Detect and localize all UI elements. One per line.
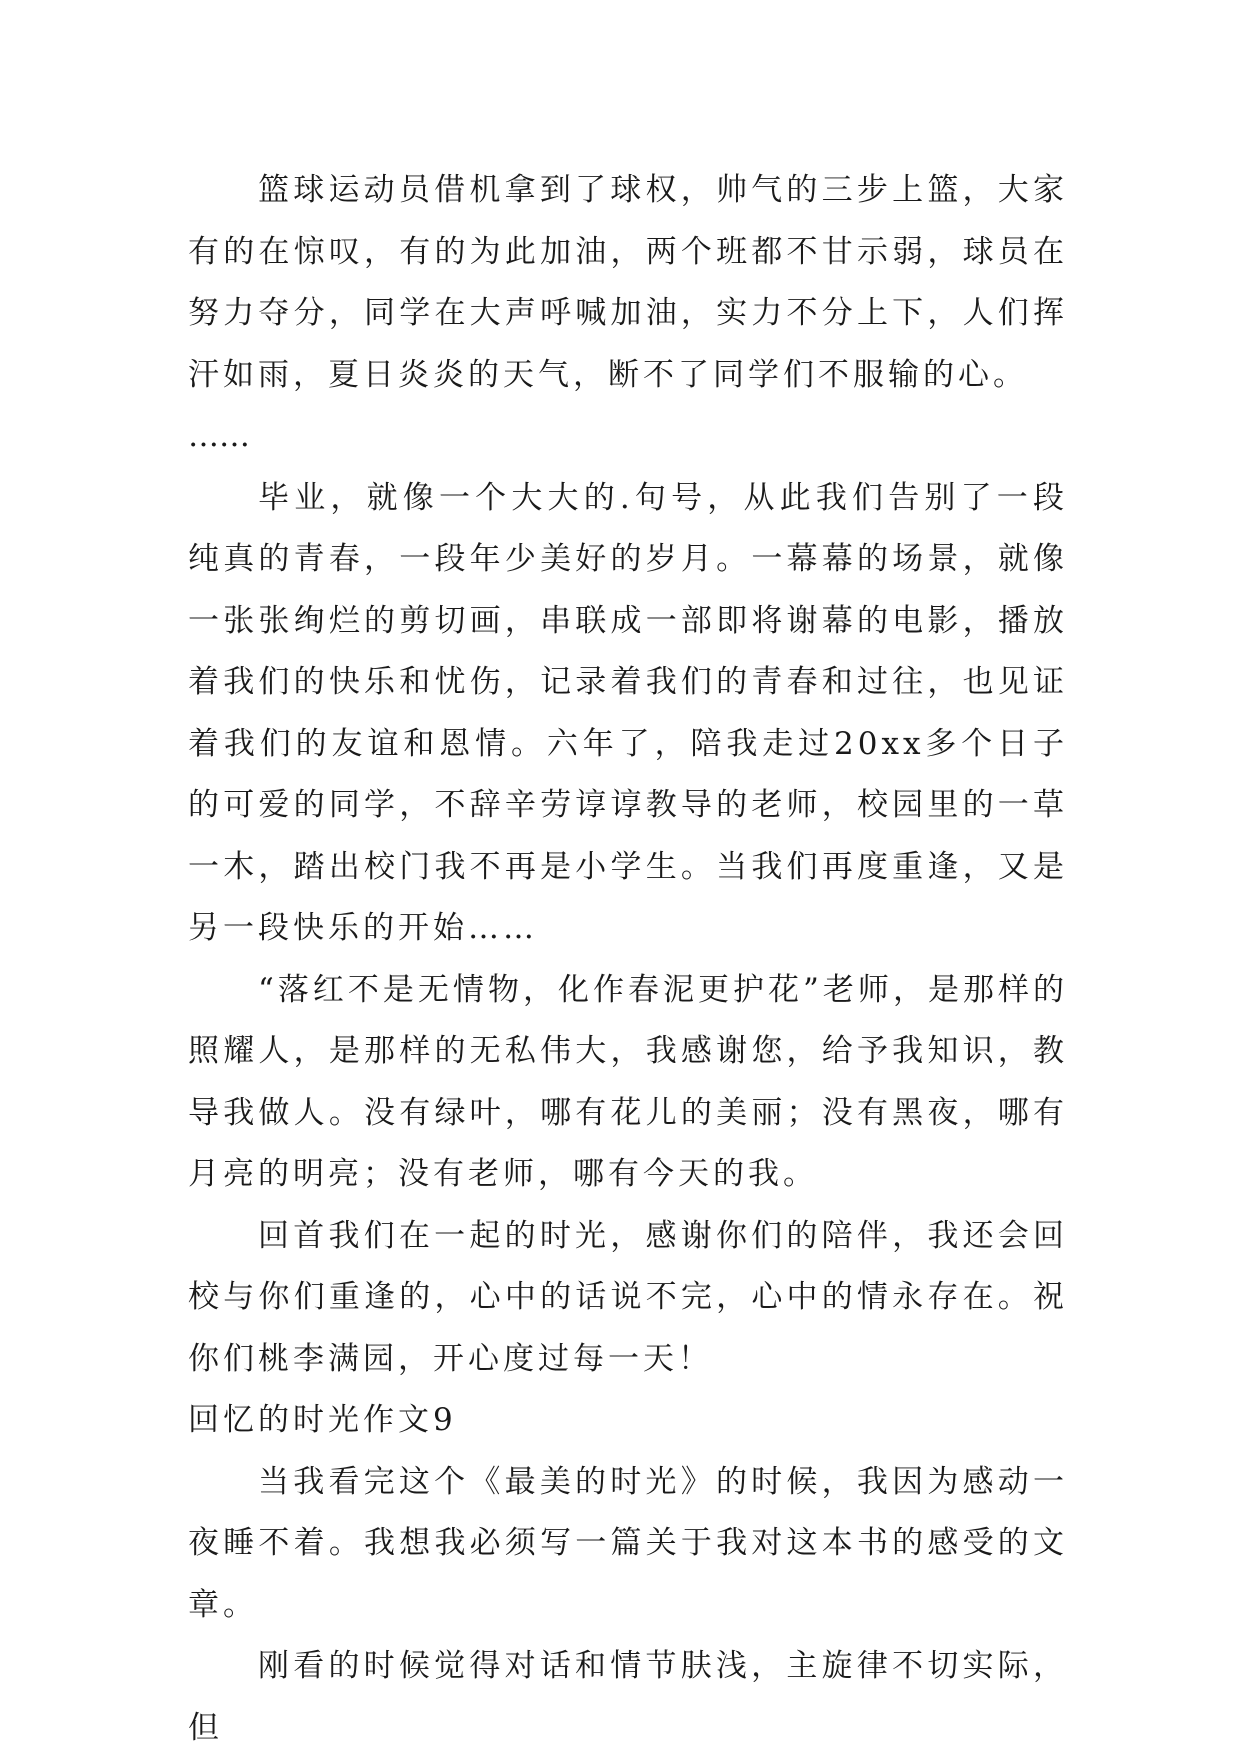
paragraph-ellipsis: ……	[188, 418, 250, 454]
paragraph-book-intro: 当我看完这个《最美的时光》的时候，我因为感动一夜睡不着。我想我必须写一篇关于我对这本书的感受的文章。	[188, 1463, 1068, 1623]
essay-heading: 回忆的时光作文9	[188, 1402, 457, 1438]
paragraph-graduation: 毕业，就像一个大大的.句号，从此我们告别了一段纯真的青春，一段年少美好的岁月。一幕幕的场景，就像一张张绚烂的剪切画，串联成一部即将谢幕的电影，播放着我们的快乐和忧伤，记录着我们的青春和过往，也见证着我们的友谊和恩情。六年了，陪我走过20xx多个日子的可爱的同学，不辞辛劳谆谆教导的老师，校园里的一草一木，踏出校门我不再是小学生。当我们再度重逢，又是另一段快乐的开始……	[188, 479, 1068, 946]
paragraph-teacher: “落红不是无情物，化作春泥更护花”老师，是那样的照耀人，是那样的无私伟大，我感谢您，给予我知识，教导我做人。没有绿叶，哪有花儿的美丽；没有黑夜，哪有月亮的明亮；没有老师，哪有今天的我。	[188, 971, 1068, 1192]
document-body	[188, 160, 1068, 1759]
paragraph-basketball: 篮球运动员借机拿到了球权，帅气的三步上篮，大家有的在惊叹，有的为此加油，两个班都不甘示弱，球员在努力夺分，同学在大声呼喊加油，实力不分上下，人们挥汗如雨，夏日炎炎的天气，断不了同学们不服输的心。	[188, 172, 1068, 393]
paragraph-farewell: 回首我们在一起的时光，感谢你们的陪伴，我还会回校与你们重逢的，心中的话说不完，心中的情永存在。祝你们桃李满园，开心度过每一天！	[188, 1217, 1068, 1377]
paragraph-book-impression: 刚看的时候觉得对话和情节肤浅，主旋律不切实际，但	[188, 1648, 1068, 1746]
